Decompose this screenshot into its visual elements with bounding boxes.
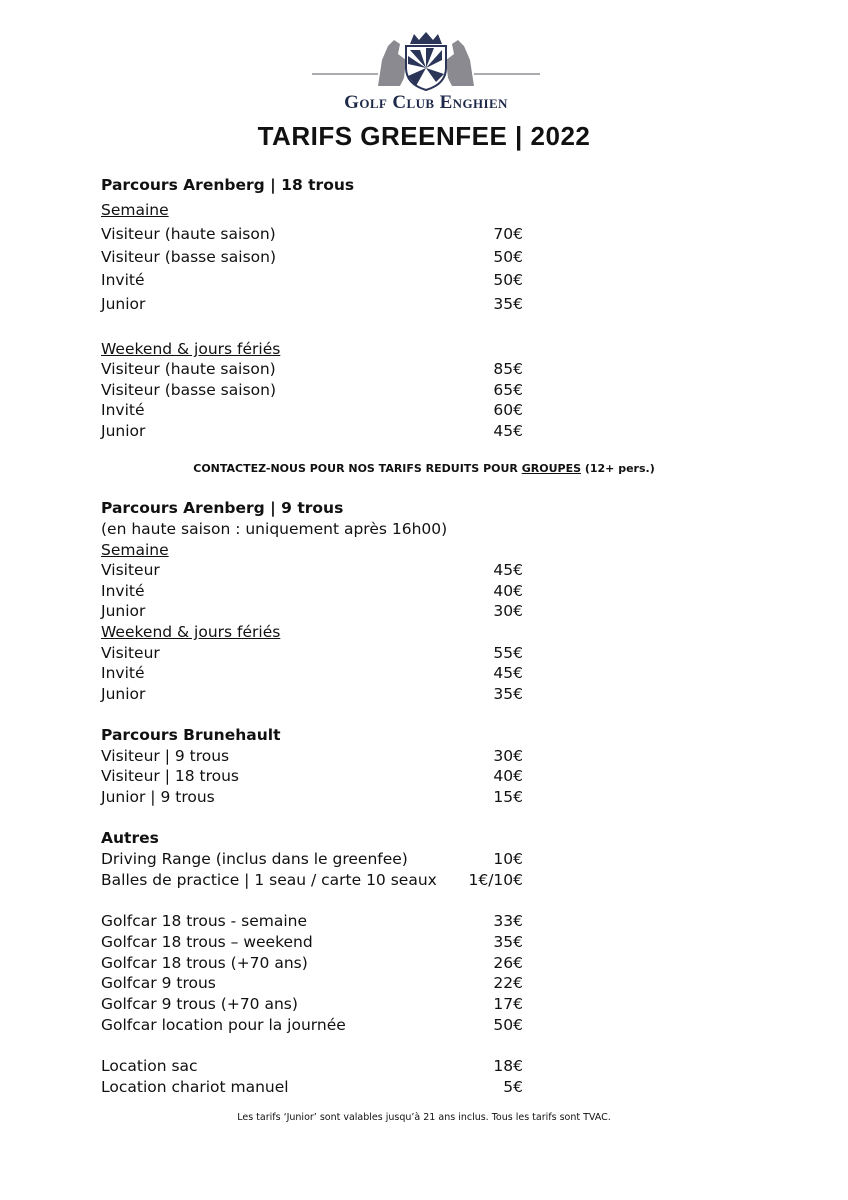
rate-price: 40€ [493,767,523,785]
rate-price: 50€ [493,1016,523,1034]
rate-label: Golfcar 18 trous - semaine [101,912,308,930]
rate-label: Golfcar 9 trous [101,974,216,992]
rate-label: Visiteur (basse saison) [101,248,276,266]
section-note: (en haute saison : uniquement après 16h00) [101,520,448,538]
rate-price: 50€ [493,248,523,266]
rate-price: 33€ [493,912,523,930]
rate-price: 45€ [493,561,523,579]
rate-label: Golfcar location pour la journée [101,1016,346,1034]
rate-price: 10€ [493,850,523,868]
groups-note-text: CONTACTEZ-NOUS POUR NOS TARIFS REDUITS POUR [193,462,522,475]
club-crest-icon [308,30,544,92]
rate-price: 5€ [503,1078,523,1096]
club-logo [308,30,544,118]
rate-price: 45€ [493,422,523,440]
rate-label: Golfcar 18 trous (+70 ans) [101,954,308,972]
rate-label: Visiteur (basse saison) [101,381,276,399]
groups-link[interactable]: GROUPES [521,462,581,475]
rate-label: Junior [101,295,146,313]
rate-label: Balles de practice | 1 seau / carte 10 seaux [101,871,437,889]
rate-price: 50€ [493,271,523,289]
rate-label: Visiteur | 9 trous [101,747,230,765]
section-heading-arenberg-9: Parcours Arenberg | 9 trous [101,499,344,517]
rate-label: Location sac [101,1057,198,1075]
rate-label: Location chariot manuel [101,1078,289,1096]
rate-price: 55€ [493,644,523,662]
rate-price: 15€ [493,788,523,806]
rate-price: 30€ [493,602,523,620]
subheading-semaine: Semaine [101,541,169,559]
rate-label: Invité [101,582,145,600]
section-heading-autres: Autres [101,829,159,847]
rate-label: Junior [101,602,146,620]
rate-price: 17€ [493,995,523,1013]
groups-contact-note [0,462,848,476]
rate-price: 35€ [493,295,523,313]
footer-note: Les tarifs ‘Junior’ sont valables jusqu’à 21 ans inclus. Tous les tarifs sont TVAC. [237,1112,611,1123]
rate-price: 18€ [493,1057,523,1075]
rate-price: 30€ [493,747,523,765]
rate-price: 1€/10€ [468,871,523,889]
rate-label: Visiteur (haute saison) [101,225,276,243]
rate-price: 65€ [493,381,523,399]
rate-price: 26€ [493,954,523,972]
rate-price: 40€ [493,582,523,600]
rate-label: Visiteur [101,561,160,579]
section-heading-arenberg-18: Parcours Arenberg | 18 trous [101,176,355,194]
rate-label: Junior [101,422,146,440]
rate-price: 85€ [493,360,523,378]
section-heading-brunehault: Parcours Brunehault [101,726,281,744]
rate-label: Driving Range (inclus dans le greenfee) [101,850,408,868]
page-title: TARIFS GREENFEE | 2022 [257,121,591,151]
subheading-semaine: Semaine [101,201,169,219]
rate-label: Invité [101,401,145,419]
rate-price: 70€ [493,225,523,243]
subheading-weekend: Weekend & jours fériés [101,623,281,641]
rate-label: Invité [101,664,145,682]
groups-note-size: (12+ pers.) [581,462,655,475]
rate-label: Golfcar 18 trous – weekend [101,933,313,951]
rate-price: 60€ [493,401,523,419]
rate-label: Golfcar 9 trous (+70 ans) [101,995,298,1013]
subheading-weekend: Weekend & jours fériés [101,340,281,358]
rate-label: Invité [101,271,145,289]
rate-label: Visiteur (haute saison) [101,360,276,378]
rate-label: Visiteur [101,644,160,662]
rate-label: Junior | 9 trous [101,788,215,806]
rate-price: 35€ [493,933,523,951]
rate-label: Junior [101,685,146,703]
club-name: Golf Club Enghien [344,92,508,113]
rate-price: 45€ [493,664,523,682]
rate-price: 22€ [493,974,523,992]
rate-label: Visiteur | 18 trous [101,767,239,785]
rate-price: 35€ [493,685,523,703]
